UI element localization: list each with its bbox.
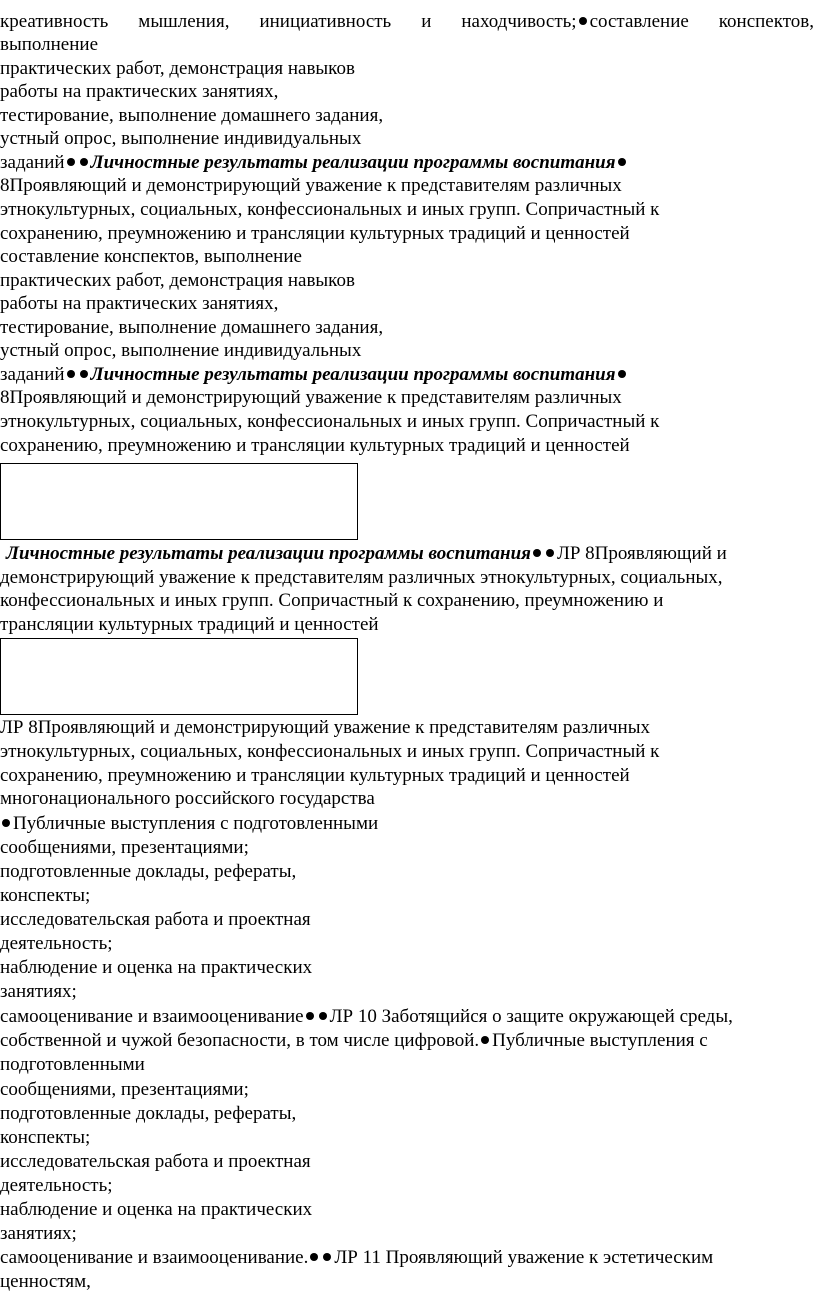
text-line: собственной и чужой безопасности, в том числе цифровой. Публичные выступления с: [0, 1030, 708, 1051]
bullet-icon: [67, 158, 75, 166]
text-line: подготовленные доклады, рефераты,: [0, 1103, 297, 1124]
bullet-icon: [80, 158, 88, 166]
text-line: ЛР 8Проявляющий и демонстрирующий уважение к представителям различных: [0, 717, 650, 738]
text-line: сообщениями, презентациями;: [0, 837, 249, 858]
text-line: практических работ, демонстрация навыков: [0, 58, 355, 79]
bullet-icon: [80, 370, 88, 378]
text-line: подготовленными: [0, 1054, 145, 1075]
bullet-icon: [618, 370, 626, 378]
text-line: креативность мышления, инициативность и находчивость; составление конспектов,: [0, 11, 814, 32]
bullet-icon: [310, 1253, 318, 1261]
text-line: этнокультурных, социальных, конфессиональных и иных групп. Сопричастный к: [0, 199, 660, 220]
bullet-icon: [546, 549, 554, 557]
text-line: практических работ, демонстрация навыков: [0, 270, 355, 291]
text-line: 8Проявляющий и демонстрирующий уважение к представителям различных: [0, 175, 622, 196]
text-line: трансляции культурных традиций и ценностей: [0, 614, 379, 635]
text-line: конфессиональных и иных групп. Сопричастный к сохранению, преумножению и: [0, 590, 664, 611]
text-line: наблюдение и оценка на практических: [0, 957, 313, 978]
text-line: исследовательская работа и проектная: [0, 909, 311, 930]
text-line: подготовленные доклады, рефераты,: [0, 861, 297, 882]
bullet-icon: [2, 819, 10, 827]
text-line: сообщениями, презентациями;: [0, 1079, 249, 1100]
text-line: самооценивание и взаимооценивание ЛР 10 Заботящийся о защите окружающей среды,: [0, 1006, 733, 1027]
text-line: деятельность;: [0, 933, 113, 954]
text-line: составление конспектов, выполнение: [0, 246, 302, 267]
text-line: исследовательская работа и проектная: [0, 1151, 311, 1172]
bullet-icon: [67, 370, 75, 378]
bullet-icon: [306, 1012, 314, 1020]
text-line: заданий Личностные результаты реализации программы воспитания: [0, 363, 629, 386]
text-line: самооценивание и взаимооценивание. ЛР 11 Проявляющий уважение к эстетическим: [0, 1247, 714, 1268]
bullet-icon: [579, 17, 587, 25]
section-heading: Личностные результаты реализации программы воспитания: [90, 364, 616, 385]
empty-table-cell: [0, 638, 358, 715]
text-line: этнокультурных, социальных, конфессиональных и иных групп. Сопричастный к: [0, 411, 660, 432]
text-line: занятиях;: [0, 981, 77, 1002]
bullet-icon: [323, 1253, 331, 1261]
text-line: Личностные результаты реализации программы воспитания ЛР 8Проявляющий и: [6, 543, 727, 564]
text-line: сохранению, преумножению и трансляции культурных традиций и ценностей: [0, 435, 630, 456]
text-line: сохранению, преумножению и трансляции культурных традиций и ценностей: [0, 223, 630, 244]
text-line: наблюдение и оценка на практических: [0, 1199, 313, 1220]
text-line: демонстрирующий уважение к представителям различных этнокультурных, социальных,: [0, 567, 723, 588]
text-line: многонационального российского государства: [0, 788, 375, 809]
text-line: устный опрос, выполнение индивидуальных: [0, 340, 362, 361]
text-line: ценностям,: [0, 1271, 91, 1292]
text-line: тестирование, выполнение домашнего задания,: [0, 105, 384, 126]
text-line: занятиях;: [0, 1223, 77, 1244]
bullet-icon: [319, 1012, 327, 1020]
text-line: устный опрос, выполнение индивидуальных: [0, 128, 362, 149]
text-line: конспекты;: [0, 1127, 91, 1148]
section-heading: Личностные результаты реализации программы воспитания: [6, 543, 531, 564]
bullet-icon: [533, 549, 541, 557]
text-line: работы на практических занятиях,: [0, 81, 279, 102]
text-line: заданий Личностные результаты реализации программы воспитания: [0, 151, 629, 174]
text-line: этнокультурных, социальных, конфессиональных и иных групп. Сопричастный к: [0, 741, 660, 762]
bullet-icon: [481, 1036, 489, 1044]
text-line: тестирование, выполнение домашнего задания,: [0, 317, 384, 338]
text-line: конспекты;: [0, 885, 91, 906]
empty-table-cell: [0, 463, 358, 540]
text-line: 8Проявляющий и демонстрирующий уважение к представителям различных: [0, 387, 622, 408]
bullet-icon: [618, 158, 626, 166]
text-line: Публичные выступления с подготовленными: [0, 812, 378, 835]
text-line: деятельность;: [0, 1175, 113, 1196]
text-line: работы на практических занятиях,: [0, 293, 279, 314]
section-heading: Личностные результаты реализации программы воспитания: [90, 152, 616, 173]
text-line: выполнение: [0, 34, 99, 55]
text-line: сохранению, преумножению и трансляции культурных традиций и ценностей: [0, 765, 630, 786]
